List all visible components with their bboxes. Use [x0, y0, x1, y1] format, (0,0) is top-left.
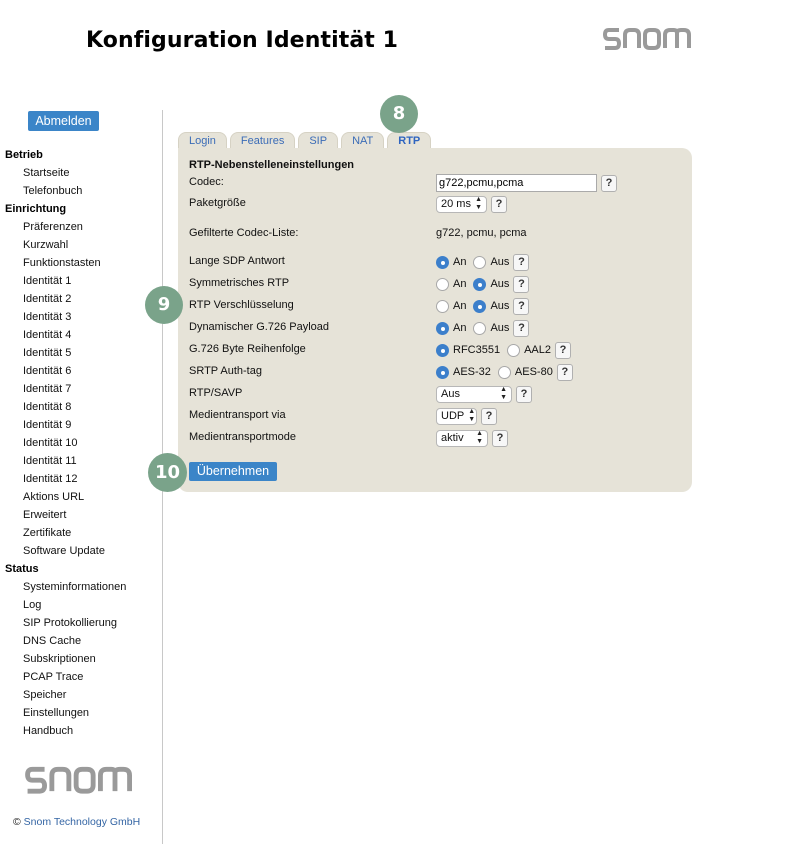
lange-sdp-aus-radio[interactable] — [473, 256, 486, 269]
sidebar-item-praeferenzen[interactable]: Präferenzen — [23, 221, 83, 233]
sidebar-item-subskriptionen[interactable]: Subskriptionen — [23, 653, 96, 665]
srtp-aes32-radio[interactable] — [436, 366, 449, 379]
medientransport-via-help-button[interactable]: ? — [481, 408, 497, 425]
lange-sdp-row — [189, 252, 689, 272]
sidebar-item-identitaet-10[interactable]: Identität 10 — [23, 437, 78, 449]
lange-sdp-an-radio[interactable] — [436, 256, 449, 269]
snom-logo-footer — [22, 762, 140, 796]
copyright-symbol: © — [13, 816, 21, 828]
sidebar-item-identitaet-11[interactable]: Identität 11 — [23, 455, 77, 467]
callout-badge-10: 10 — [148, 453, 187, 492]
callout-badge-8: 8 — [380, 95, 418, 133]
medientransport-via-select[interactable] — [436, 408, 477, 425]
symmetrisches-rtp-aus-radio[interactable] — [473, 278, 486, 291]
srtp-aes80-radio[interactable] — [498, 366, 511, 379]
medientransport-via-value: UDP — [441, 410, 465, 422]
lange-sdp-help-button[interactable]: ? — [513, 254, 529, 271]
rtp-savp-row — [189, 384, 689, 404]
sidebar-item-einstellungen[interactable]: Einstellungen — [23, 707, 90, 719]
g726-byte-order-row — [189, 340, 689, 360]
medientransportmode-row — [189, 428, 689, 448]
rtp-verschluesselung-row — [189, 296, 689, 316]
medientransportmode-label: Medientransportmode — [189, 431, 297, 443]
sidebar-item-aktions-url[interactable]: Aktions URL — [23, 491, 85, 503]
sidebar-item-identitaet-2[interactable]: Identität 2 — [23, 293, 72, 305]
packet-size-label: Paketgröße — [189, 197, 246, 209]
srtp-aes32-label: AES-32 — [453, 366, 491, 378]
symmetrisches-rtp-label: Symmetrisches RTP — [189, 277, 290, 289]
section-status: Status — [5, 563, 39, 575]
g726-payload-an-radio[interactable] — [436, 322, 449, 335]
company-link[interactable]: Snom Technology GmbH — [23, 816, 141, 828]
packet-size-value: 20 ms — [441, 198, 471, 210]
rtp-verschluesselung-aus-radio[interactable] — [473, 300, 486, 313]
select-arrows-icon: ▲ ▼ — [476, 430, 483, 445]
g726-rfc3551-label: RFC3551 — [453, 344, 501, 356]
select-arrows-icon: ▲ ▼ — [475, 196, 482, 211]
rtp-verschluesselung-an-radio[interactable] — [436, 300, 449, 313]
srtp-auth-tag-label: SRTP Auth-tag — [189, 365, 262, 377]
medientransport-via-row — [189, 406, 689, 426]
sidebar-item-identitaet-8[interactable]: Identität 8 — [23, 401, 72, 413]
tab-bar — [178, 132, 431, 149]
g726-payload-label: Dynamischer G.726 Payload — [189, 321, 330, 333]
sidebar-item-erweitert[interactable]: Erweitert — [23, 509, 67, 521]
sidebar-item-identitaet-5[interactable]: Identität 5 — [23, 347, 72, 359]
lange-sdp-label: Lange SDP Antwort — [189, 255, 285, 267]
select-arrows-icon: ▲ ▼ — [468, 408, 476, 423]
g726-payload-aus-label: Aus — [490, 322, 510, 334]
sidebar-item-identitaet-6[interactable]: Identität 6 — [23, 365, 72, 377]
medientransport-via-label: Medientransport via — [189, 409, 286, 421]
tab-features[interactable]: Features — [230, 132, 295, 149]
sidebar-item-zertifikate[interactable]: Zertifikate — [23, 527, 72, 539]
g726-payload-an-label: An — [453, 322, 467, 334]
tab-login[interactable]: Login — [178, 132, 227, 149]
packet-size-row — [189, 194, 689, 214]
sidebar-item-identitaet-7[interactable]: Identität 7 — [23, 383, 72, 395]
packet-size-select[interactable] — [436, 196, 487, 213]
sidebar-nav — [5, 146, 160, 740]
g726-payload-aus-radio[interactable] — [473, 322, 486, 335]
medientransportmode-value: aktiv — [441, 432, 464, 444]
sidebar-item-handbuch[interactable]: Handbuch — [23, 725, 74, 737]
g726-payload-help-button[interactable]: ? — [513, 320, 529, 337]
select-arrows-icon: ▲ ▼ — [500, 386, 507, 401]
sidebar-item-funktionstasten[interactable]: Funktionstasten — [23, 257, 101, 269]
symmetrisches-rtp-an-radio[interactable] — [436, 278, 449, 291]
sidebar-item-identitaet-9[interactable]: Identität 9 — [23, 419, 72, 431]
g726-rfc3551-radio[interactable] — [436, 344, 449, 357]
filtered-codec-label: Gefilterte Codec-Liste: — [189, 227, 299, 239]
rtp-settings-panel — [178, 148, 692, 492]
rtp-savp-select[interactable] — [436, 386, 512, 403]
sidebar-item-sip-protokollierung[interactable]: SIP Protokollierung — [23, 617, 117, 629]
g726-aal2-radio[interactable] — [507, 344, 520, 357]
symmetrisches-rtp-an-label: An — [453, 278, 467, 290]
section-betrieb: Betrieb — [5, 149, 43, 161]
sidebar-item-systeminformationen[interactable]: Systeminformationen — [23, 581, 127, 593]
sidebar-item-log[interactable]: Log — [23, 599, 42, 611]
rtp-verschluesselung-help-button[interactable]: ? — [513, 298, 529, 315]
g726-aal2-label: AAL2 — [524, 344, 551, 356]
tab-nat[interactable]: NAT — [341, 132, 384, 149]
rtp-savp-value: Aus — [441, 388, 460, 400]
apply-button[interactable]: Übernehmen — [189, 462, 277, 481]
lange-sdp-aus-label: Aus — [490, 256, 510, 268]
snom-logo-mark — [603, 24, 695, 52]
rtp-verschluesselung-label: RTP Verschlüsselung — [189, 299, 294, 311]
sidebar-item-software-update[interactable]: Software Update — [23, 545, 105, 557]
sidebar-item-identitaet-12[interactable]: Identität 12 — [23, 473, 78, 485]
rtp-verschluesselung-an-label: An — [453, 300, 467, 312]
g726-byte-order-label: G.726 Byte Reihenfolge — [189, 343, 306, 355]
page-title: Konfiguration Identität 1 — [86, 28, 399, 53]
logout-button[interactable]: Abmelden — [28, 111, 99, 131]
rtp-savp-label: RTP/SAVP — [189, 387, 243, 399]
codec-row — [189, 173, 689, 193]
codec-label: Codec: — [189, 176, 224, 188]
lange-sdp-an-label: An — [453, 256, 467, 268]
srtp-auth-tag-help-button[interactable]: ? — [557, 364, 573, 381]
panel-heading: RTP-Nebenstelleneinstellungen — [189, 159, 355, 171]
srtp-auth-tag-row — [189, 362, 689, 382]
rtp-savp-help-button[interactable]: ? — [516, 386, 532, 403]
sidebar-item-identitaet-1[interactable]: Identität 1 — [23, 275, 72, 287]
sidebar-item-identitaet-3[interactable]: Identität 3 — [23, 311, 72, 323]
packet-size-help-button[interactable]: ? — [491, 196, 507, 213]
sidebar-item-identitaet-4[interactable]: Identität 4 — [23, 329, 72, 341]
sidebar-item-startseite[interactable]: Startseite — [23, 167, 70, 179]
callout-badge-9: 9 — [145, 286, 183, 324]
g726-payload-row — [189, 318, 689, 338]
copyright — [13, 816, 140, 828]
filtered-codec-value: g722, pcmu, pcma — [436, 227, 527, 239]
filtered-codec-row — [189, 224, 689, 244]
medientransportmode-help-button[interactable]: ? — [492, 430, 508, 447]
sidebar-item-speicher[interactable]: Speicher — [23, 689, 67, 701]
tab-sip[interactable]: SIP — [298, 132, 338, 149]
srtp-aes80-label: AES-80 — [514, 366, 553, 378]
sidebar-item-kurzwahl[interactable]: Kurzwahl — [23, 239, 69, 251]
section-einrichtung: Einrichtung — [5, 203, 67, 215]
codec-help-button[interactable]: ? — [601, 175, 617, 192]
symmetrisches-rtp-aus-label: Aus — [490, 278, 510, 290]
snom-logo-footer-mark — [22, 762, 140, 796]
tab-rtp[interactable]: RTP — [387, 132, 431, 149]
medientransportmode-select[interactable] — [436, 430, 488, 447]
g726-byte-order-help-button[interactable]: ? — [555, 342, 571, 359]
rtp-verschluesselung-aus-label: Aus — [490, 300, 510, 312]
symmetrisches-rtp-help-button[interactable]: ? — [513, 276, 529, 293]
symmetrisches-rtp-row — [189, 274, 689, 294]
codec-input[interactable] — [436, 174, 597, 192]
sidebar-item-telefonbuch[interactable]: Telefonbuch — [23, 185, 83, 197]
snom-logo — [603, 24, 695, 52]
sidebar-item-dns-cache[interactable]: DNS Cache — [23, 635, 82, 647]
sidebar-item-pcap-trace[interactable]: PCAP Trace — [23, 671, 84, 683]
